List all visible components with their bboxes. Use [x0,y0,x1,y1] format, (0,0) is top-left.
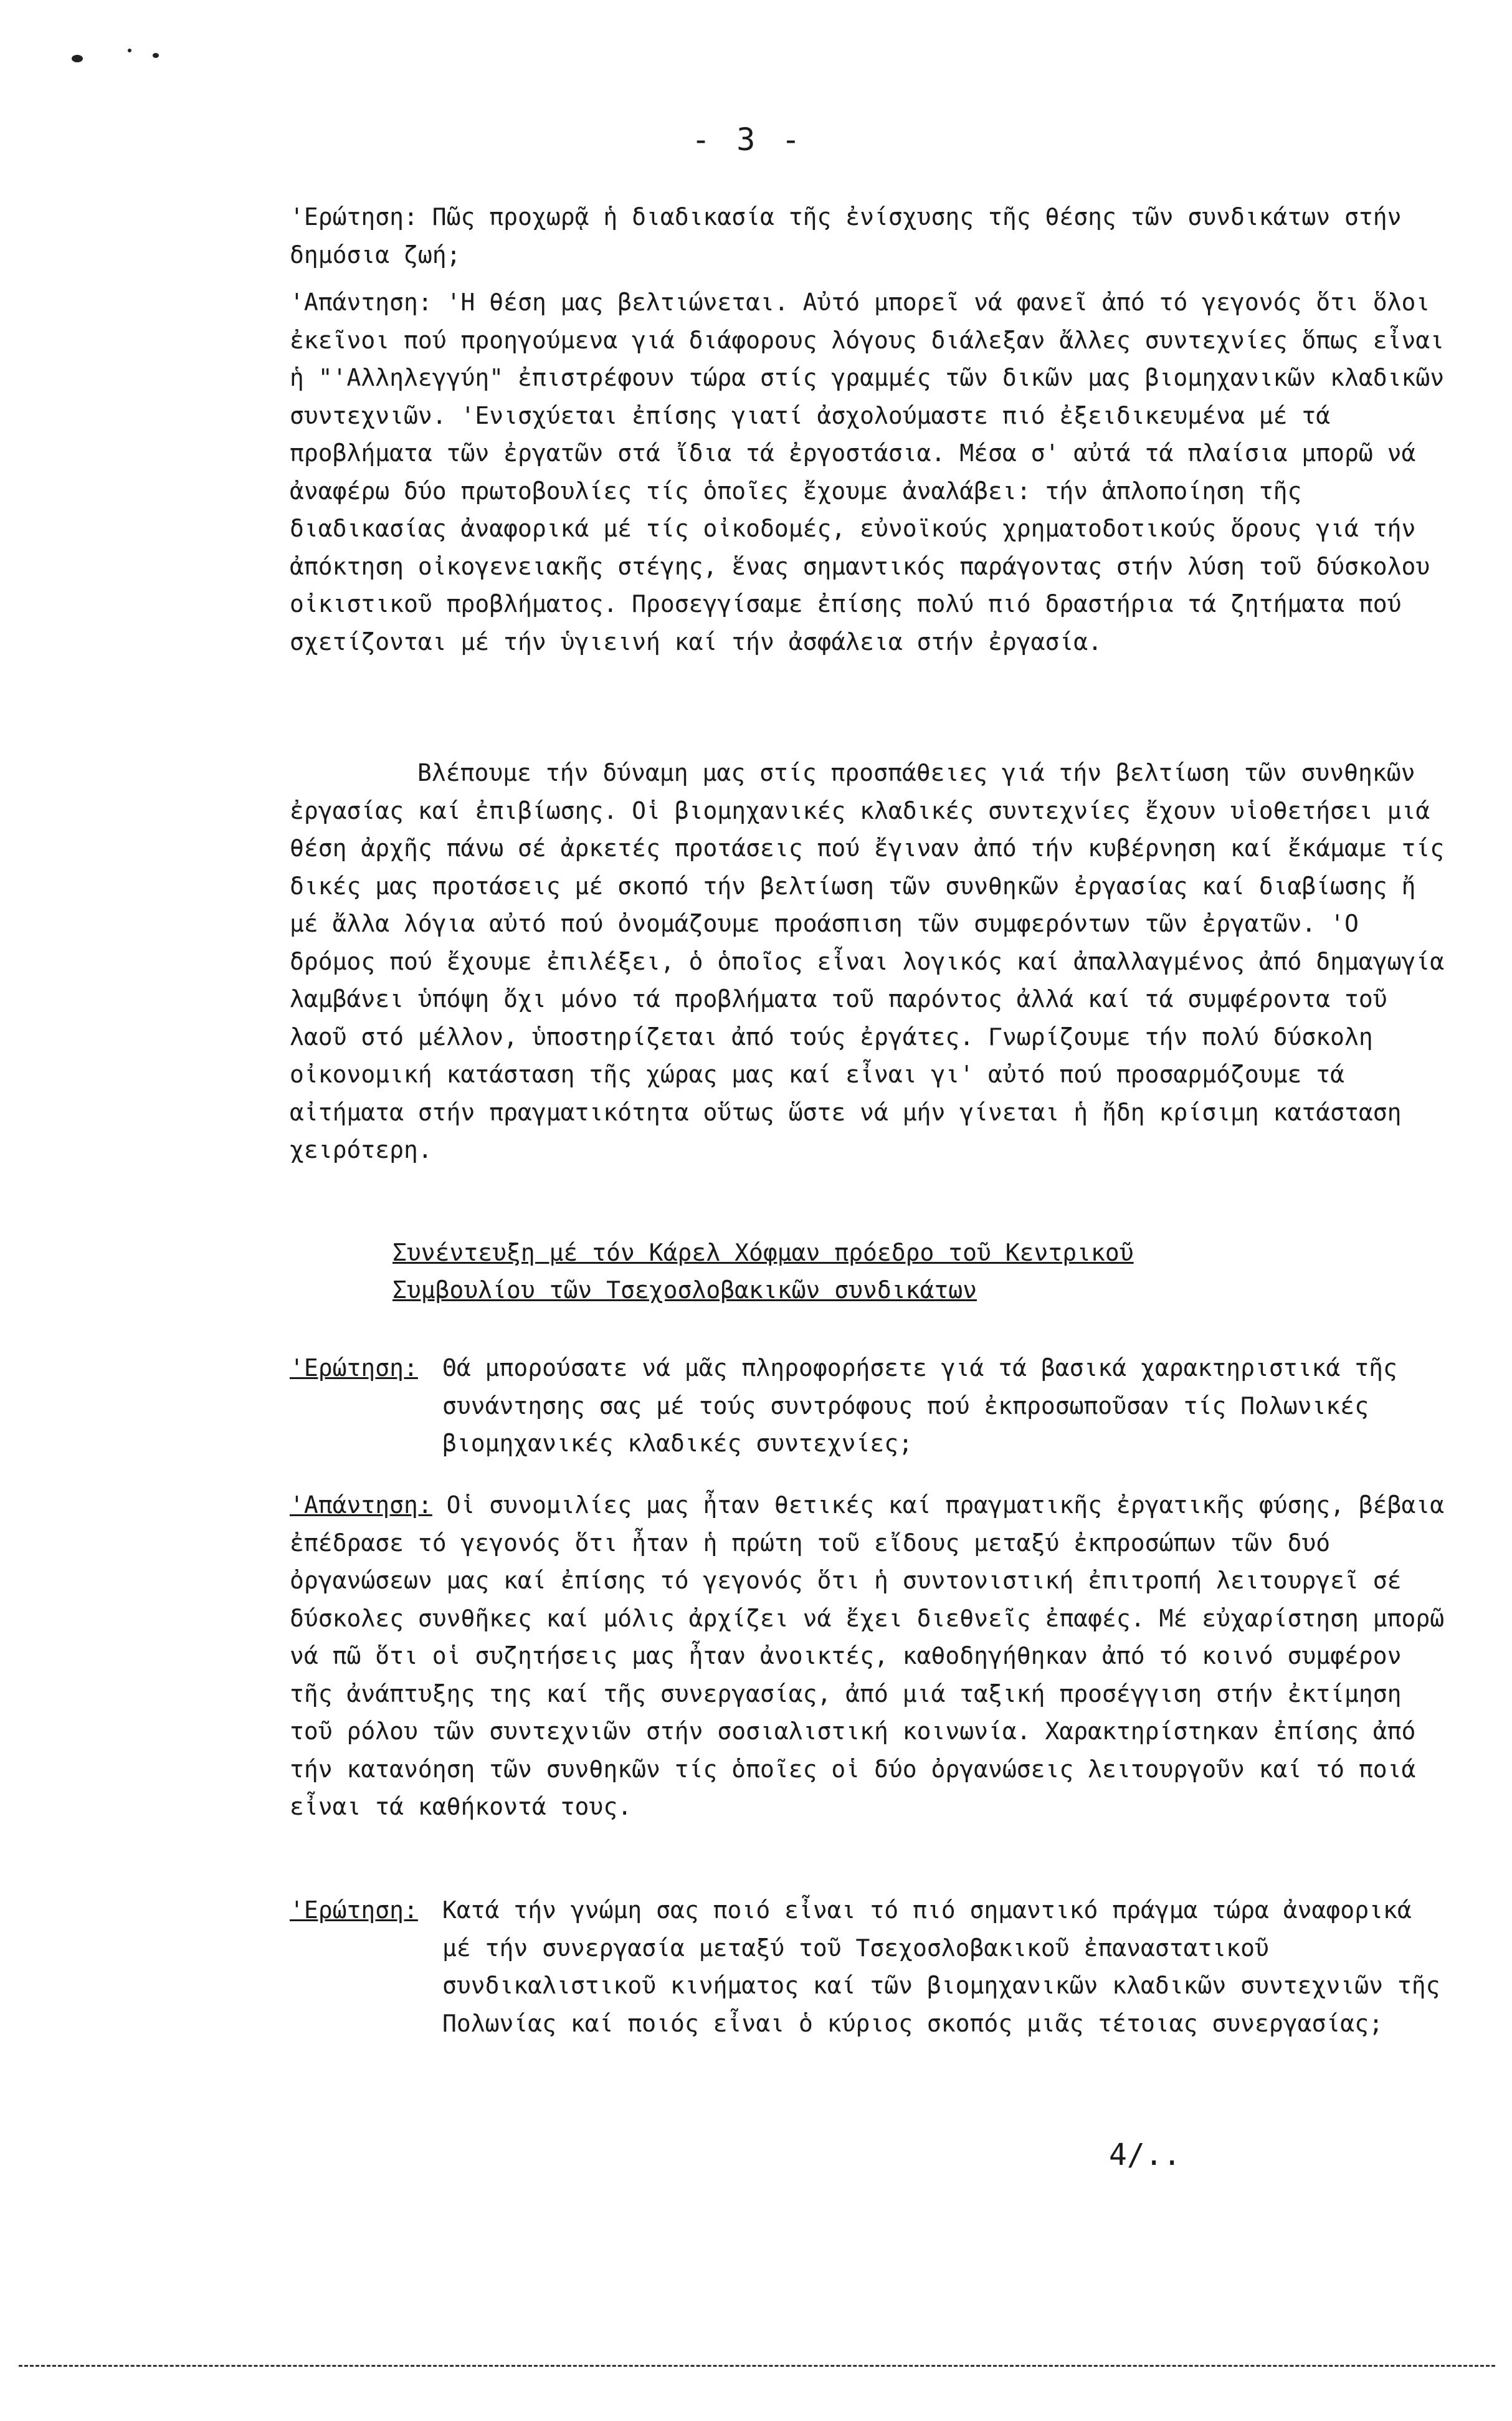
heading-line-1: Συνέντευξη μέ τόν Κάρελ Χόφμαν πρόεδρο τοῦ Κεντρικοῦ [392,1239,1134,1266]
question-2 [290,1349,1448,1463]
answer-label: 'Απάντηση: [290,1491,432,1519]
question-text: Πῶς προχωρᾷ ἡ διαδικασία τῆς ἐνίσχυσης τῆς θέσης τῶν συνδικάτων στήν δημόσια ζωή; [290,203,1402,269]
question-label: 'Ερώτηση: [290,1896,418,1924]
question-text: Θά μπορούσατε νά μᾶς πληροφορήσετε γιά τά βασικά χαρακτηριστικά τῆς συνάντησης σας μέ τούς συντρόφους πού ἐκπροσωποῦσαν τίς Πολωνικές βιομηχανικές κλαδικές συντεχνίες; [442,1354,1397,1457]
continued-marker: 4/.. [1109,2137,1181,2172]
scan-speck [72,55,83,62]
question-label: 'Ερώτηση: [290,203,418,231]
answer-text: Οἱ συνομιλίες μας ἦταν θετικές καί πραγματικῆς ἐργατικῆς φύσης, βέβαια ἐπέδρασε τό γεγονός ὅτι ἦταν ἡ πρώτη τοῦ εἴδους μεταξύ ἐκπροσώπων τῶν δυό ὀργανώσεων μας καί ἐπίσης τό γεγονός ὅτι ἡ συντονιστική ἐπιτροπή λειτουργεῖ σέ δύσκολες συνθῆκες καί μόλις ἀρχίζει νά ἔχει διεθνεῖς ἐπαφές. Μέ εὐχαρίστηση μπορῶ νά πῶ ὅτι οἱ συζητήσεις μας ἦταν ἀνοικτές, καθοδηγήθηκαν ἀπό τό κοινό συμφέρον τῆς ἀνάπτυξης της καί τῆς συνεργασίας, ἀπό μιά ταξική προσέγγιση στήν ἐκτίμηση τοῦ ρόλου τῶν συντεχνιῶν στήν σοσιαλιστική κοινωνία. Χαρακτηρίστηκαν ἐπίσης ἀπό τήν κατανόηση τῶν συνθηκῶν τίς ὁποῖες οἱ δύο ὀργανώσεις λειτουργοῦν καί τό ποιά εἶναι τά καθήκοντά τους. [290,1491,1445,1820]
answer-label: 'Απάντηση: [290,289,432,316]
bottom-dashed-rule [19,2365,1495,2367]
scan-speck [128,49,131,52]
page-number: - 3 - [692,122,804,158]
question-text: Κατά τήν γνώμη σας ποιό εἶναι τό πιό σημαντικό πράγμα τώρα ἀναφορικά μέ τήν συνεργασία μεταξύ τοῦ Τσεχοσλοβακικοῦ ἐπαναστατικοῦ συνδικαλιστικοῦ κινήματος καί τῶν βιομηχανικῶν κλαδικῶν συντεχνιῶν τῆς Πολωνίας καί ποιός εἶναι ὁ κύριος σκοπός μιᾶς τέτοιας συνεργασίας; [442,1896,1440,2037]
scan-speck [153,53,159,58]
answer-1-paragraph-2: Βλέπουμε τήν δύναμη μας στίς προσπάθειες γιά τήν βελτίωση τῶν συνθηκῶν ἐργασίας καί ἐπιβίωσης. Οἱ βιομηχανικές κλαδικές συντεχνίες ἔχουν υἱοθετήσει μιά θέση ἀρχῆς πάνω σέ ἀρκετές προτάσεις πού ἔγιναν ἀπό τήν κυβέρνηση καί ἔκάμαμε τίς δικές μας προτάσεις μέ σκοπό τήν βελτίωση τῶν συνθηκῶν ἐργασίας καί διαβίωσης ἤ μέ ἄλλα λόγια αὐτό πού ὀνομάζουμε προάσπιση τῶν συμφερόντων τῶν ἐργατῶν. 'Ο δρόμος πού ἔχουμε ἐπιλέξει, ὁ ὁποῖος εἶναι λογικός καί ἀπαλλαγμένος ἀπό δημαγωγία λαμβάνει ὑπόψη ὄχι μόνο τά προβλήματα τοῦ παρόντος ἀλλά καί τά συμφέροντα τοῦ λαοῦ στό μέλλον, ὑποστηρίζεται ἀπό τούς ἐργάτες. Γνωρίζουμε τήν πολύ δύσκολη οἰκονομική κατάσταση τῆς χώρας μας καί εἶναι γι' αὐτό πού προσαρμόζουμε τά αἰτήματα στήν πραγματικότητα οὕτως ὥστε νά μήν γίνεται ἡ ἤδη κρίσιμη κατάσταση χειρότερη. [290,759,1445,1163]
interview-heading [392,1234,1265,1309]
answer-1 [290,284,1448,661]
heading-line-2: Συμβουλίου τῶν Τσεχοσλοβακικῶν συνδικάτων [392,1276,977,1304]
answer-2 [290,1486,1448,1826]
question-1 [290,198,1448,274]
question-3 [290,1891,1448,2042]
question-label: 'Ερώτηση: [290,1354,418,1382]
answer-text: 'Η θέση μας βελτιώνεται. Αὐτό μπορεῖ νά φανεῖ ἀπό τό γεγονός ὅτι ὅλοι ἐκεῖνοι πού προηγούμενα γιά διάφορους λόγους διάλεξαν ἄλλες συντεχνίες ὅπως εἶναι ἡ "'Αλληλεγγύη" ἐπιστρέφουν τώρα στίς γραμμές τῶν δικῶν μας βιομηχανικῶν κλαδικῶν συντεχνιῶν. 'Ενισχύεται ἐπίσης γιατί ἀσχολούμαστε πιό ἐξειδικευμένα μέ τά προβλήματα τῶν ἐργατῶν στά ἴδια τά ἐργοστάσια. Μέσα σ' αὐτά τά πλαίσια μπορῶ νά ἀναφέρω δύο πρωτοβουλίες τίς ὁποῖες ἔχουμε ἀναλάβει: τήν ἁπλοποίηση τῆς διαδικασίας ἀναφορικά μέ τίς οἰκοδομές, εὐνοϊκούς χρηματοδοτικούς ὅρους γιά τήν ἀπόκτηση οἰκογενειακῆς στέγης, ἕνας σημαντικός παράγοντας στήν λύση τοῦ δύσκολου οἰκιστικοῦ προβλήματος. Προσεγγίσαμε ἐπίσης πολύ πιό δραστήρια τά ζητήματα πού σχετίζονται μέ τήν ὑγιεινή καί τήν ἀσφάλεια στήν ἐργασία. [290,289,1445,656]
